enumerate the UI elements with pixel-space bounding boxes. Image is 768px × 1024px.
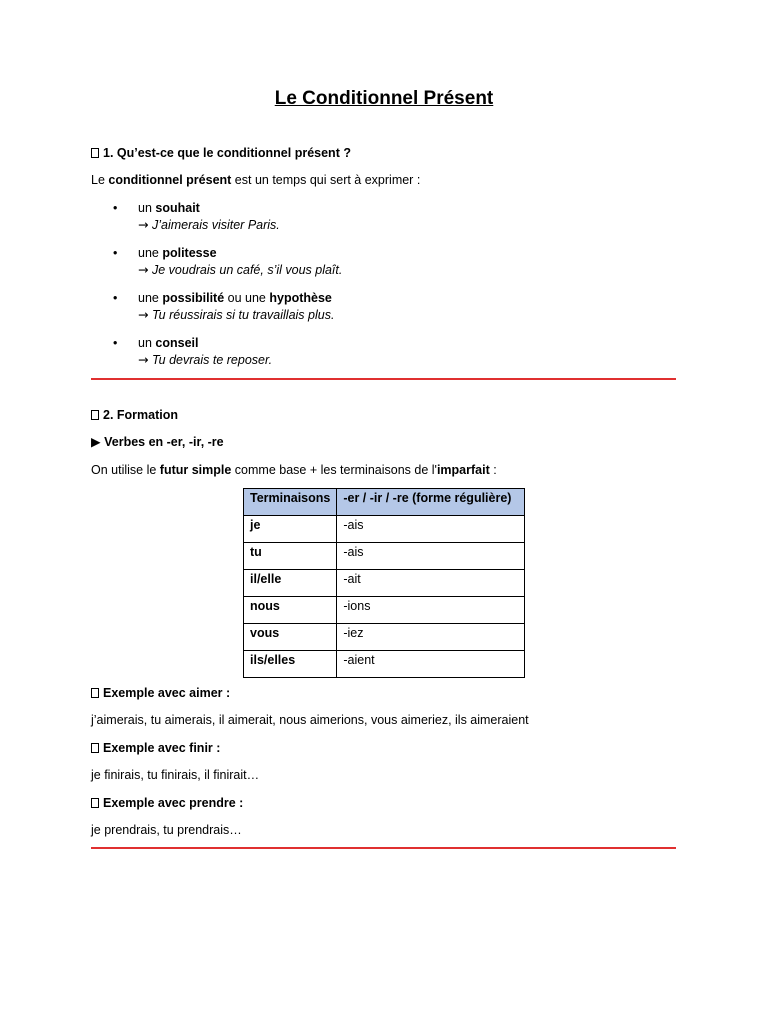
table-header-cell: Terminaisons (244, 489, 337, 516)
table-row (244, 570, 525, 597)
section-divider (91, 378, 676, 380)
example-label-finir: Exemple avec finir : (91, 740, 676, 756)
list-item: une possibilité ou une hypothèse (138, 291, 332, 305)
table-row (244, 624, 525, 651)
example-text-finir: je finirais, tu finirais, il finirait… (91, 768, 260, 782)
ending-cell: -aient (337, 651, 525, 678)
table-row (244, 543, 525, 570)
pronoun-cell: tu (244, 543, 337, 570)
table-row (244, 651, 525, 678)
missing-glyph-icon (91, 688, 99, 698)
ending-cell: -ions (337, 597, 525, 624)
example-label-aimer: Exemple avec aimer : (91, 685, 676, 701)
bullet-icon: • (113, 246, 118, 260)
pronoun-cell: il/elle (244, 570, 337, 597)
ending-cell: -iez (337, 624, 525, 651)
example-text-prendre: je prendrais, tu prendrais… (91, 823, 242, 837)
table-header-row (244, 489, 525, 516)
list-item-example: → Je voudrais un café, s’il vous plaît. (138, 262, 343, 277)
pronoun-cell: ils/elles (244, 651, 337, 678)
page-title: Le Conditionnel Présent (274, 88, 494, 109)
section-divider (91, 847, 676, 849)
pronoun-cell: nous (244, 597, 337, 624)
bullet-icon: • (113, 291, 118, 305)
example-text-aimer: j’aimerais, tu aimerais, il aimerait, nous aimerions, vous aimeriez, ils aimeraient (91, 713, 529, 727)
table-row (244, 516, 525, 543)
formation-rule: On utilise le futur simple comme base + les terminaisons de l'imparfait : (91, 463, 497, 477)
arrow-icon: → (138, 352, 149, 367)
ending-cell: -ais (337, 543, 525, 570)
missing-glyph-icon (91, 743, 99, 753)
list-item-example: → Tu devrais te reposer. (138, 352, 273, 367)
table-header-cell: -er / -ir / -re (forme régulière) (337, 489, 525, 516)
arrow-icon: → (138, 307, 149, 322)
list-item-example: → J’aimerais visiter Paris. (138, 217, 280, 232)
ending-cell: -ais (337, 516, 525, 543)
pronoun-cell: je (244, 516, 337, 543)
section-1-intro: Le conditionnel présent est un temps qui sert à exprimer : (91, 173, 421, 187)
list-item: un souhait (138, 201, 200, 215)
example-label-prendre: Exemple avec prendre : (91, 795, 676, 811)
triangle-icon: ▶ (91, 434, 101, 449)
section-1-heading: 1. Qu’est-ce que le conditionnel présent ? (91, 145, 676, 161)
arrow-icon: → (138, 262, 149, 277)
ending-cell: -ait (337, 570, 525, 597)
list-item-example: → Tu réussirais si tu travaillais plus. (138, 307, 335, 322)
arrow-icon: → (138, 217, 149, 232)
missing-glyph-icon (91, 798, 99, 808)
pronoun-cell: vous (244, 624, 337, 651)
bullet-icon: • (113, 201, 118, 215)
section-2-subheading: ▶ Verbes en -er, -ir, -re (91, 434, 224, 449)
endings-table (243, 488, 525, 678)
bullet-icon: • (113, 336, 118, 350)
section-2-heading: 2. Formation (91, 407, 676, 423)
missing-glyph-icon (91, 410, 99, 420)
missing-glyph-icon (91, 148, 99, 158)
list-item: un conseil (138, 336, 199, 350)
table-row (244, 597, 525, 624)
list-item: une politesse (138, 246, 217, 260)
